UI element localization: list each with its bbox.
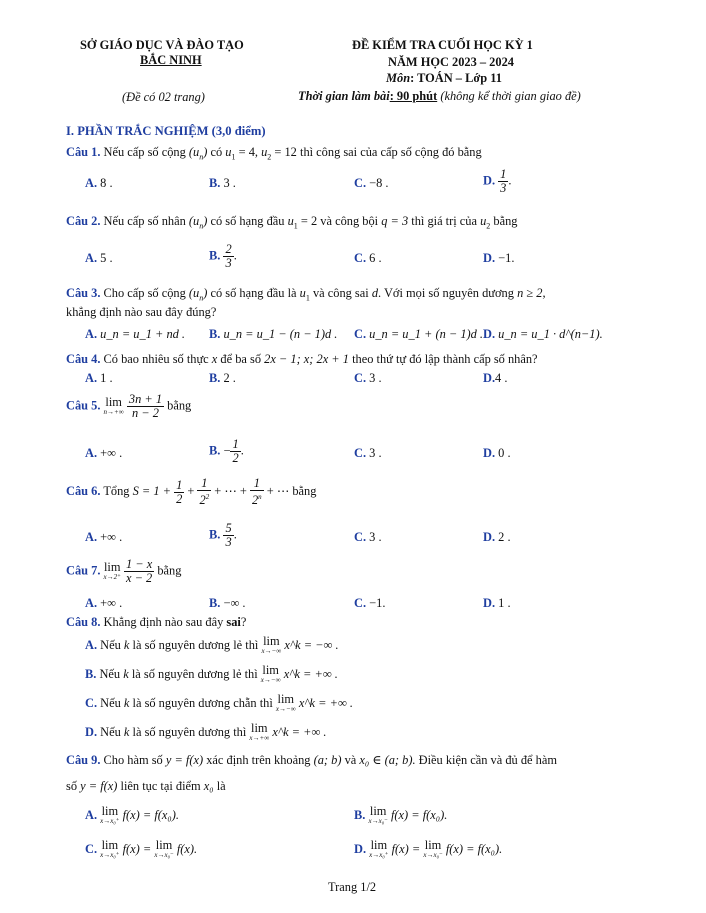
option-d[interactable]: D. −1.	[483, 251, 515, 265]
question-8-option-d[interactable]: D. Nếu k là số nguyên dương thì lim x→+∞ x^k = +∞ .	[85, 721, 327, 742]
time-line: Thời gian làm bài: 90 phút (không kể thời gian giao đề)	[298, 89, 581, 103]
option-a[interactable]: A. 8 .	[85, 176, 113, 190]
option-c[interactable]: C. −1.	[354, 596, 386, 610]
option-a[interactable]: A. +∞ .	[85, 530, 123, 544]
option-d[interactable]: D.4 .	[483, 371, 508, 385]
department-name: SỞ GIÁO DỤC VÀ ĐÀO TẠO	[80, 38, 244, 52]
question-3: Câu 3. Cho cấp số cộng $(u_n)$ có số hạng đầu là $u_1$ và công sai d. Với mọi số nguyên dương n ≥ 2,	[66, 286, 546, 303]
question-6: Câu 6. Tổng S = 1 + $\frac{1}{2}$ + $\frac{1}{2^2}$ + ⋯ + $\frac{1}{2^n}$ + ⋯ bằng	[66, 476, 317, 508]
page-number: Trang 1/2	[328, 880, 377, 894]
option-b[interactable]: B. − $\frac{1}{2}$ .	[209, 437, 244, 465]
question-9: Câu 9. Cho hàm số y = f(x) xác định trên khoảng (a; b) và x₀ ∈ (a; b). Điều kiện cần và đủ để hàm	[66, 753, 557, 767]
option-a[interactable]: A. 5 .	[85, 251, 113, 265]
question-9-option-c[interactable]: C. lim x→x₀⁺ f(x) = lim x→x₀⁻ f(x).	[85, 838, 198, 859]
question-8-option-a[interactable]: A. Nếu k là số nguyên dương lẻ thì lim x→−∞ x^k = −∞ .	[85, 634, 339, 655]
option-c[interactable]: C. u_n = u_1 + (n − 1)d .	[354, 327, 484, 341]
question-5: Câu 5. lim n→+∞ $\frac{3n + 1}{n - 2}$ bằng	[66, 392, 192, 420]
pages-note: (Đề có 02 trang)	[122, 90, 205, 104]
section-title: I. PHẦN TRẮC NGHIỆM (3,0 điểm)	[66, 124, 266, 138]
question-8: Câu 8. Khẳng định nào sau đây sai?	[66, 615, 247, 629]
question-3-line2: khẳng định nào sau đây đúng?	[66, 305, 217, 319]
question-1: Câu 1. Nếu cấp số cộng $(u_n)$ có $u_1 = 4$, $u_2 = 12$ thì công sai của cấp số cộng đó bằng	[66, 145, 482, 162]
question-8-option-c[interactable]: C. Nếu k là số nguyên dương chẵn thì lim x→−∞ x^k = +∞ .	[85, 692, 354, 713]
option-b[interactable]: B. 3 .	[209, 176, 236, 190]
subject-line: Môn: TOÁN – Lớp 11	[386, 71, 502, 85]
option-d[interactable]: D. $\frac{1}{3}$ .	[483, 167, 512, 195]
option-c[interactable]: C. −8 .	[354, 176, 389, 190]
option-c[interactable]: C. 3 .	[354, 530, 382, 544]
exam-title: ĐỀ KIỂM TRA CUỐI HỌC KỲ 1	[352, 38, 533, 52]
option-d[interactable]: D. 1 .	[483, 596, 511, 610]
option-c[interactable]: C. 3 .	[354, 446, 382, 460]
option-a[interactable]: A. +∞ .	[85, 596, 123, 610]
option-b[interactable]: B. 2 .	[209, 371, 236, 385]
option-b[interactable]: B. −∞ .	[209, 596, 246, 610]
option-a[interactable]: A. +∞ .	[85, 446, 123, 460]
question-9-option-b[interactable]: B. lim x→x₀⁻ f(x) = f(x₀).	[354, 804, 448, 825]
question-8-option-b[interactable]: B. Nếu k là số nguyên dương lẻ thì lim x→−∞ x^k = +∞ .	[85, 663, 338, 684]
question-7: Câu 7. lim x→2⁺ $\frac{1 - x}{x - 2}$ bằng	[66, 557, 182, 585]
option-a[interactable]: A. 1 .	[85, 371, 113, 385]
question-9-option-d[interactable]: D. lim x→x₀⁺ f(x) = lim x→x₀⁻ f(x) = f(x₀).	[354, 838, 503, 859]
province-name: BẮC NINH	[140, 53, 202, 67]
option-c[interactable]: C. 6 .	[354, 251, 382, 265]
option-a[interactable]: A. u_n = u_1 + nd .	[85, 327, 186, 341]
question-9-line2: số y = f(x) liên tục tại điểm x₀ là	[66, 779, 226, 793]
option-d[interactable]: D. u_n = u_1 · d^(n−1).	[483, 327, 603, 341]
option-c[interactable]: C. 3 .	[354, 371, 382, 385]
option-b[interactable]: B. $\frac{5}{3}$ .	[209, 521, 237, 549]
question-4: Câu 4. Có bao nhiêu số thực x để ba số 2x − 1; x; 2x + 1 theo thứ tự đó lập thành cấp số nhân?	[66, 352, 538, 366]
school-year: NĂM HỌC 2023 – 2024	[388, 55, 514, 69]
option-d[interactable]: D. 0 .	[483, 446, 511, 460]
question-2: Câu 2. Nếu cấp số nhân $(u_n)$ có số hạng đầu $u_1 = 2$ và công bội q = 3 thì giá trị của $u_2$ bằng	[66, 214, 518, 231]
option-b[interactable]: B. $\frac{2}{3}$ .	[209, 242, 237, 270]
option-d[interactable]: D. 2 .	[483, 530, 511, 544]
question-9-option-a[interactable]: A. lim x→x₀⁺ f(x) = f(x₀).	[85, 804, 179, 825]
option-b[interactable]: B. u_n = u_1 − (n − 1)d .	[209, 327, 338, 341]
